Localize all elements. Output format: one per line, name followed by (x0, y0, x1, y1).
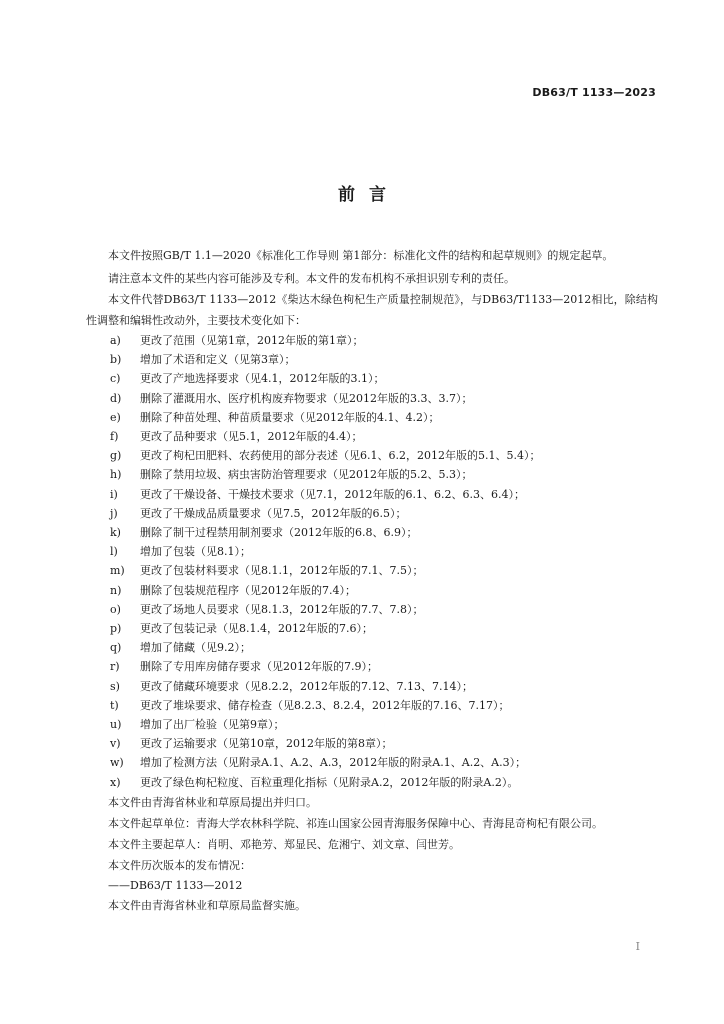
change-item (86, 523, 658, 542)
change-item (86, 369, 658, 388)
change-item (86, 350, 658, 369)
change-item-text: 更改了运输要求（见第10章，2012年版的第8章）； (140, 737, 393, 751)
change-item-marker: a) (110, 334, 121, 347)
change-item-marker: m) (110, 564, 125, 578)
change-item (86, 734, 658, 753)
changes-list (86, 331, 658, 792)
change-item-text: 更改了范围（见第1章，2012年版的第1章）； (140, 334, 364, 347)
change-item-marker: j) (110, 506, 118, 520)
change-item-text: 删除了制干过程禁用制剂要求（2012年版的6.8、6.9）； (140, 526, 418, 540)
change-item-marker: k) (110, 526, 121, 540)
change-item-text: 更改了储藏环境要求（见8.2.2，2012年版的7.12、7.13、7.14）； (140, 679, 473, 693)
intro-paragraph-standard: 本文件按照GB/T 1.1—2020《标准化工作导则 第1部分：标准化文件的结构和起草规则》的规定起草。 (108, 249, 614, 262)
change-item (86, 753, 658, 772)
change-item-text: 删除了专用库房储存要求（见2012年版的7.9）； (140, 660, 378, 674)
change-item-text: 删除了种苗处理、种苗质量要求（见2012年版的4.1、4.2）； (140, 410, 440, 424)
change-item (86, 561, 658, 580)
change-item-text: 更改了枸杞田肥料、农药使用的部分表述（见6.1、6.2，2012年版的5.1、5.4）； (140, 449, 541, 463)
change-item-text: 更改了场地人员要求（见8.1.3，2012年版的7.7、7.8）； (140, 602, 424, 616)
change-item-marker: p) (110, 622, 122, 636)
closing-paragraph-drafters: 本文件主要起草人：肖明、邓艳芳、郑显民、危湘宁、刘文章、闫世芳。 (108, 837, 460, 851)
change-item-text: 更改了品种要求（见5.1，2012年版的4.4）； (140, 430, 363, 444)
change-item (86, 581, 658, 600)
change-item-marker: x) (110, 775, 121, 789)
change-item-text: 增加了储藏（见9.2）； (140, 641, 251, 655)
change-item (86, 427, 658, 446)
change-item (86, 696, 658, 715)
change-item-text: 增加了检测方法（见附录A.1、A.2、A.3，2012年版的附录A.1、A.2、A.3）； (140, 756, 527, 770)
change-item-text: 删除了灌溉用水、医疗机构废弃物要求（见2012年版的3.3、3.7）； (140, 391, 473, 405)
intro-paragraph-patent: 请注意本文件的某些内容可能涉及专利。本文件的发布机构不承担识别专利的责任。 (108, 272, 515, 285)
change-item-text: 删除了包装规范程序（见2012年版的7.4）； (140, 583, 356, 597)
change-item-marker: w) (110, 756, 124, 770)
history-entry: ——DB63/T 1133—2012 (108, 878, 243, 892)
closing-paragraph-drafting-units: 本文件起草单位：青海大学农林科学院、祁连山国家公园青海服务保障中心、青海昆奇枸杞有限公司。 (108, 816, 603, 830)
change-item (86, 331, 658, 350)
document-id: DB63/T 1133—2023 (532, 86, 656, 99)
change-item-marker: g) (110, 449, 122, 463)
change-item (86, 657, 658, 676)
change-item-marker: t) (110, 698, 119, 712)
page-title: 前言 (338, 185, 400, 205)
change-item-marker: s) (110, 679, 120, 693)
change-item (86, 542, 658, 561)
change-item-text: 更改了堆垛要求、储存检查（见8.2.3、8.2.4，2012年版的7.16、7.17）； (140, 698, 510, 712)
change-item (86, 638, 658, 657)
change-item-marker: e) (110, 410, 121, 424)
change-item (86, 677, 658, 696)
closing-paragraph-history: 本文件历次版本的发布情况： (108, 858, 251, 872)
intro-paragraph-replacement: 本文件代替DB63/T 1133—2012《柴达木绿色枸杞生产质量控制规范》，与DB63/T1133—2012相比，除结构性调整和编辑性改动外，主要技术变化如下： (86, 293, 658, 327)
change-item-marker: u) (110, 718, 122, 732)
change-item-text: 增加了术语和定义（见第3章）； (140, 353, 296, 367)
change-item-marker: l) (110, 545, 118, 559)
change-item (86, 504, 658, 523)
change-item-marker: h) (110, 468, 122, 482)
change-item-marker: b) (110, 353, 122, 367)
change-item-text: 更改了包装记录（见8.1.4，2012年版的7.6）； (140, 622, 373, 636)
change-item-text: 增加了包装（见8.1）； (140, 545, 251, 559)
change-item-text: 增加了出厂检验（见第9章）； (140, 718, 285, 732)
change-item (86, 446, 658, 465)
change-item (86, 600, 658, 619)
change-item-text: 更改了干燥成品质量要求（见7.5，2012年版的6.5）； (140, 506, 407, 520)
change-item (86, 465, 658, 484)
change-item-marker: o) (110, 602, 121, 616)
change-item-text: 删除了禁用垃圾、病虫害防治管理要求（见2012年版的5.2、5.3）； (140, 468, 473, 482)
change-item (86, 389, 658, 408)
closing-paragraph-proposer: 本文件由青海省林业和草原局提出并归口。 (108, 795, 317, 809)
change-item-marker: f) (110, 430, 119, 444)
change-item-marker: r) (110, 660, 120, 674)
change-item-marker: v) (110, 737, 121, 751)
document-body (86, 244, 658, 916)
change-item (86, 408, 658, 427)
change-item-marker: c) (110, 372, 121, 386)
change-item-text: 更改了绿色枸杞粒度、百粒重理化指标（见附录A.2，2012年版的附录A.2）。 (140, 775, 519, 789)
change-item-text: 更改了包装材料要求（见8.1.1，2012年版的7.1、7.5）； (140, 564, 424, 578)
page-number: I (635, 940, 640, 953)
change-item-marker: n) (110, 583, 122, 597)
closing-paragraph-supervision: 本文件由青海省林业和草原局监督实施。 (108, 899, 306, 913)
change-item (86, 485, 658, 504)
change-item-marker: d) (110, 391, 122, 405)
change-item (86, 773, 658, 792)
change-item-text: 更改了产地选择要求（见4.1，2012年版的3.1）； (140, 372, 385, 386)
change-item (86, 715, 658, 734)
change-item-marker: i) (110, 487, 118, 501)
change-item-marker: q) (110, 641, 122, 655)
change-item-text: 更改了干燥设备、干燥技术要求（见7.1，2012年版的6.1、6.2、6.3、6.4）； (140, 487, 525, 501)
change-item (86, 619, 658, 638)
